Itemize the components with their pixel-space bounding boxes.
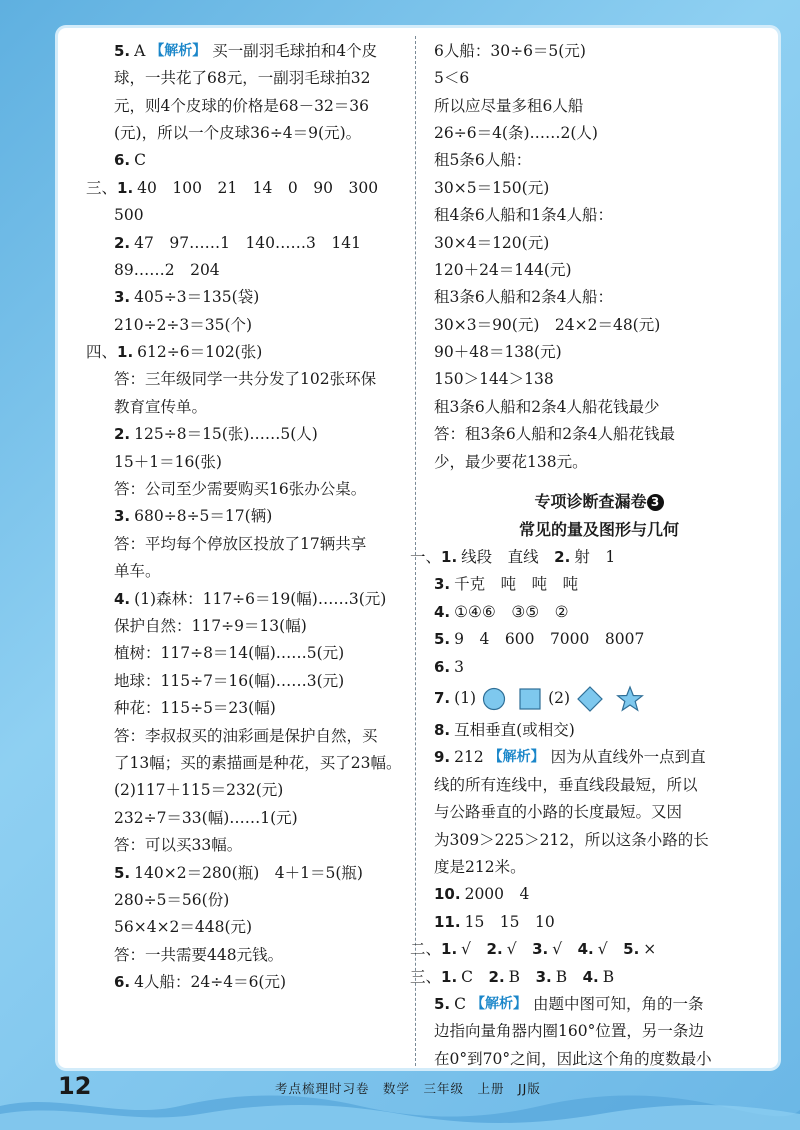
section-number: 三、 — [86, 178, 118, 197]
answer-line — [434, 799, 764, 826]
answer-line — [86, 421, 404, 448]
answer-line — [434, 572, 764, 599]
item-number: 2. — [486, 940, 503, 959]
item-number: 2. — [488, 967, 505, 986]
answer-line — [86, 641, 404, 668]
right-column — [410, 38, 764, 1073]
answer-text: (2)117＋115＝232(元) — [114, 781, 284, 800]
answer-line — [434, 65, 764, 92]
answer-text: 56×4×2＝448(元) — [114, 918, 253, 937]
answer-line — [434, 991, 764, 1018]
left-column — [86, 38, 404, 997]
answer-line — [410, 964, 764, 991]
answer-text: B — [602, 967, 615, 986]
answer-line — [86, 558, 404, 585]
answer-text: 答：三年级同学一共分发了102张环保 — [114, 370, 377, 389]
answer-text: 4人船：24÷4＝6(元) — [134, 973, 287, 992]
item-number: 4. — [577, 940, 594, 959]
item-number: 1. — [117, 178, 134, 197]
item-number: 2. — [554, 548, 571, 567]
answer-text: 植树：117÷8＝14(幅)……5(元) — [114, 644, 345, 663]
answer-text: (2) — [548, 689, 571, 708]
analysis-tag: 【解析】 — [488, 749, 545, 766]
answer-line — [434, 312, 764, 339]
item-number: 1. — [441, 940, 458, 959]
answer-line — [86, 504, 404, 531]
answer-line — [86, 175, 404, 202]
answer-line — [86, 93, 404, 120]
answer-text: 125÷8＝15(张)……5(人) — [134, 425, 318, 444]
answer-line — [434, 772, 764, 799]
answer-line — [86, 805, 404, 832]
answer-line — [434, 202, 764, 229]
answer-text: (元)，所以一个皮球36÷4＝9(元)。 — [114, 123, 362, 142]
answer-text: 47 97……1 140……3 141 — [134, 233, 361, 252]
answer-line — [434, 257, 764, 284]
diamond-shape-icon — [576, 685, 604, 713]
answer-line — [86, 394, 404, 421]
answer-line — [86, 202, 404, 229]
section-number: 三、 — [410, 967, 442, 986]
answer-text: 3 — [454, 657, 465, 676]
answer-line — [86, 723, 404, 750]
answer-line — [434, 882, 764, 909]
answer-text: 租4条6人船和1条4人船： — [434, 206, 613, 225]
answer-text: 612÷6＝102(张) — [137, 343, 263, 362]
answer-line — [86, 148, 404, 175]
item-number: 5. — [114, 41, 131, 60]
answer-line — [434, 285, 764, 312]
answer-line — [434, 1019, 764, 1046]
item-number: 4. — [114, 589, 131, 608]
answer-text: 答：租3条6人船和2条4人船花钱最 — [434, 425, 675, 444]
answer-text: 90＋48＝138(元) — [434, 343, 562, 362]
item-number: 9. — [434, 748, 451, 767]
answer-line — [86, 257, 404, 284]
circle-shape-icon — [482, 687, 506, 711]
answer-text: 120＋24＝144(元) — [434, 260, 572, 279]
answer-line — [86, 531, 404, 558]
answer-text: 球，一共花了68元，一副羽毛球拍32 — [114, 69, 371, 88]
answer-text: 6人船：30÷6＝5(元) — [434, 41, 586, 60]
answer-line — [86, 230, 404, 257]
answer-text: ①④⑥ ③⑤ ② — [454, 602, 569, 621]
answer-text: 因为从直线外一点到直 — [550, 748, 706, 767]
answer-text: 40 100 21 14 0 90 300 — [137, 178, 379, 197]
item-number: 5. — [434, 630, 451, 649]
answer-line — [86, 449, 404, 476]
item-number: 3. — [434, 575, 451, 594]
answer-line — [434, 654, 764, 681]
answer-text: 租3条6人船和2条4人船花钱最少 — [434, 397, 660, 416]
answer-text: √ — [597, 940, 624, 959]
spacer — [434, 476, 764, 488]
item-number: 2. — [114, 233, 131, 252]
analysis-tag: 【解析】 — [150, 42, 207, 59]
answer-text: A — [134, 41, 146, 60]
item-number: 6. — [434, 657, 451, 676]
answer-text: 教育宣传单。 — [114, 397, 208, 416]
answer-line — [434, 148, 764, 175]
item-number: 1. — [441, 548, 458, 567]
answer-line — [86, 38, 404, 65]
section-subtitle-text: 常见的量及图形与几何 — [518, 520, 679, 540]
item-number: 10. — [434, 885, 461, 904]
answer-line — [86, 750, 404, 777]
answer-text: 线的所有连线中，垂直线段最短，所以 — [434, 775, 698, 794]
item-number: 5. — [623, 940, 640, 959]
answer-line — [86, 915, 404, 942]
answer-line — [86, 832, 404, 859]
answer-line — [86, 887, 404, 914]
answer-line — [434, 120, 764, 147]
answer-line — [434, 394, 764, 421]
answer-line — [434, 909, 764, 936]
answer-line — [410, 544, 764, 571]
answer-text: 租5条6人船： — [434, 151, 532, 170]
answer-text: 地球：115÷7＝16(幅)……3(元) — [114, 671, 345, 690]
section-number: 四、 — [86, 343, 118, 362]
answer-text: C — [134, 151, 147, 170]
answer-text: 单车。 — [114, 562, 161, 581]
answer-line — [434, 93, 764, 120]
item-number: 8. — [434, 721, 451, 739]
answer-text: C — [461, 967, 489, 986]
answer-line — [434, 854, 764, 881]
answer-text: 15＋1＝16(张) — [114, 452, 222, 471]
answer-text: 212 — [454, 748, 484, 767]
answer-text: 5＜6 — [434, 69, 470, 88]
answer-line — [86, 860, 404, 887]
answer-text: 千克 吨 吨 吨 — [454, 575, 579, 594]
answer-text: 答：平均每个停放区投放了17辆共享 — [114, 534, 367, 553]
answer-text: 9 4 600 7000 8007 — [454, 630, 645, 649]
answer-line — [434, 449, 764, 476]
answer-line — [86, 476, 404, 503]
item-number: 7. — [434, 689, 451, 708]
answer-text: 度是212米。 — [434, 857, 526, 876]
answer-text: 140×2＝280(瓶) 4＋1＝5(瓶) — [134, 863, 363, 882]
answer-text: 232÷7＝33(幅)……1(元) — [114, 808, 298, 827]
item-number: 4. — [582, 967, 599, 986]
section-title — [434, 488, 764, 516]
item-number: 3. — [532, 940, 549, 959]
answer-line — [86, 695, 404, 722]
answer-text: × — [643, 940, 657, 959]
answer-line — [86, 613, 404, 640]
answer-line — [434, 745, 764, 772]
answer-line — [86, 969, 404, 996]
answer-line — [434, 626, 764, 653]
answer-text: 少，最少要花138元。 — [434, 452, 588, 471]
answer-line — [86, 339, 404, 366]
answer-text: 150＞144＞138 — [434, 370, 554, 389]
item-number: 3. — [535, 967, 552, 986]
answer-text: 买一副羽毛球拍和4个皮 — [212, 41, 378, 60]
section-number: 二、 — [410, 940, 442, 959]
section-title-text: 专项诊断查漏卷 — [534, 492, 647, 512]
answer-text: 所以应尽量多租6人船 — [434, 96, 584, 115]
item-number: 5. — [114, 863, 131, 882]
answer-line — [434, 175, 764, 202]
page-number: 12 — [58, 1072, 92, 1100]
item-number: 5. — [434, 994, 451, 1013]
item-number: 6. — [114, 973, 131, 992]
answer-text: 为309＞225＞212，所以这条小路的长 — [434, 830, 709, 849]
analysis-tag: 【解析】 — [470, 995, 527, 1012]
answer-text: (1) — [454, 689, 477, 708]
section-number: 一、 — [410, 548, 442, 567]
answer-line — [86, 367, 404, 394]
answer-line — [86, 586, 404, 613]
answer-text: 元，则4个皮球的价格是68－32＝36 — [114, 96, 370, 115]
answer-line — [86, 668, 404, 695]
answer-text: B — [555, 967, 583, 986]
answer-line — [434, 367, 764, 394]
answer-text: 30×5＝150(元) — [434, 178, 550, 197]
answer-line — [434, 599, 764, 626]
answer-text: 30×3＝90(元) 24×2＝48(元) — [434, 315, 661, 334]
answer-line — [86, 120, 404, 147]
item-number: 1. — [117, 343, 134, 362]
item-number: 1. — [441, 967, 458, 986]
answer-text: (1)森林：117÷6＝19(幅)……3(元) — [134, 589, 387, 608]
answer-text: 答：李叔叔买的油彩画是保护自然，买 — [114, 726, 378, 745]
star-shape-icon — [616, 685, 644, 713]
answer-text: 射 1 — [574, 548, 616, 567]
square-shape-icon — [518, 687, 542, 711]
answer-text: 租3条6人船和2条4人船： — [434, 288, 613, 307]
answer-line — [434, 1046, 764, 1073]
answer-line — [434, 681, 764, 717]
answer-text: 在0°到70°之间，因此这个角的度数最小 — [434, 1049, 712, 1068]
answer-line — [434, 827, 764, 854]
answer-text: 互相垂直(或相交) — [454, 721, 575, 739]
answer-line — [434, 339, 764, 366]
answer-line — [434, 717, 764, 744]
item-number: 4. — [434, 602, 451, 621]
answer-text: 30×4＝120(元) — [434, 233, 550, 252]
answer-text: C — [454, 994, 467, 1013]
answer-text: √ — [506, 940, 533, 959]
answer-line — [86, 312, 404, 339]
item-number: 3. — [114, 288, 131, 307]
number-badge-icon: 3 — [647, 494, 664, 511]
answer-text: 线段 直线 — [461, 548, 555, 567]
answer-text: 了13幅；买的素描画是种花，买了23幅。 — [114, 753, 402, 772]
answer-text: 2000 4 — [464, 885, 530, 904]
answer-text: 由题中图可知，角的一条 — [532, 994, 704, 1013]
item-number: 3. — [114, 507, 131, 526]
answer-line — [410, 936, 764, 963]
answer-text: 500 — [114, 206, 144, 225]
answer-text: 26÷6＝4(条)……2(人) — [434, 123, 598, 142]
answer-line — [434, 230, 764, 257]
answer-line — [86, 65, 404, 92]
answer-text: 答：一共需要448元钱。 — [114, 945, 284, 964]
answer-text: 210÷2÷3＝35(个) — [114, 315, 253, 334]
answer-line — [86, 942, 404, 969]
answer-text: 680÷8÷5＝17(辆) — [134, 507, 273, 526]
answer-line — [434, 421, 764, 448]
item-number: 6. — [114, 151, 131, 170]
answer-text: √ — [552, 940, 578, 959]
item-number: 2. — [114, 425, 131, 444]
answer-text: 答：公司至少需要购买16张办公桌。 — [114, 480, 367, 499]
answer-text: 15 15 10 — [464, 912, 555, 931]
answer-line — [434, 38, 764, 65]
section-subtitle — [434, 516, 764, 544]
answer-text: 边指向量角器内圈160°位置，另一条边 — [434, 1022, 704, 1041]
answer-text: 保护自然：117÷9＝13(幅) — [114, 617, 307, 635]
footer-text: 考点梳理时习卷 数学 三年级 上册 JJ版 — [275, 1081, 541, 1096]
answer-text: B — [508, 967, 536, 986]
item-number: 11. — [434, 912, 461, 931]
answer-line — [86, 778, 404, 805]
answer-text: 种花：115÷5＝23(幅) — [114, 699, 276, 718]
answer-text: √ — [461, 940, 487, 959]
answer-line — [86, 285, 404, 312]
answer-text: 与公路垂直的小路的长度最短。又因 — [434, 803, 683, 822]
answer-text: 280÷5＝56(份) — [114, 890, 230, 909]
answer-text: 405÷3＝135(袋) — [134, 288, 260, 307]
answer-text: 答：可以买33幅。 — [114, 836, 243, 855]
answer-text: 89……2 204 — [114, 260, 220, 279]
